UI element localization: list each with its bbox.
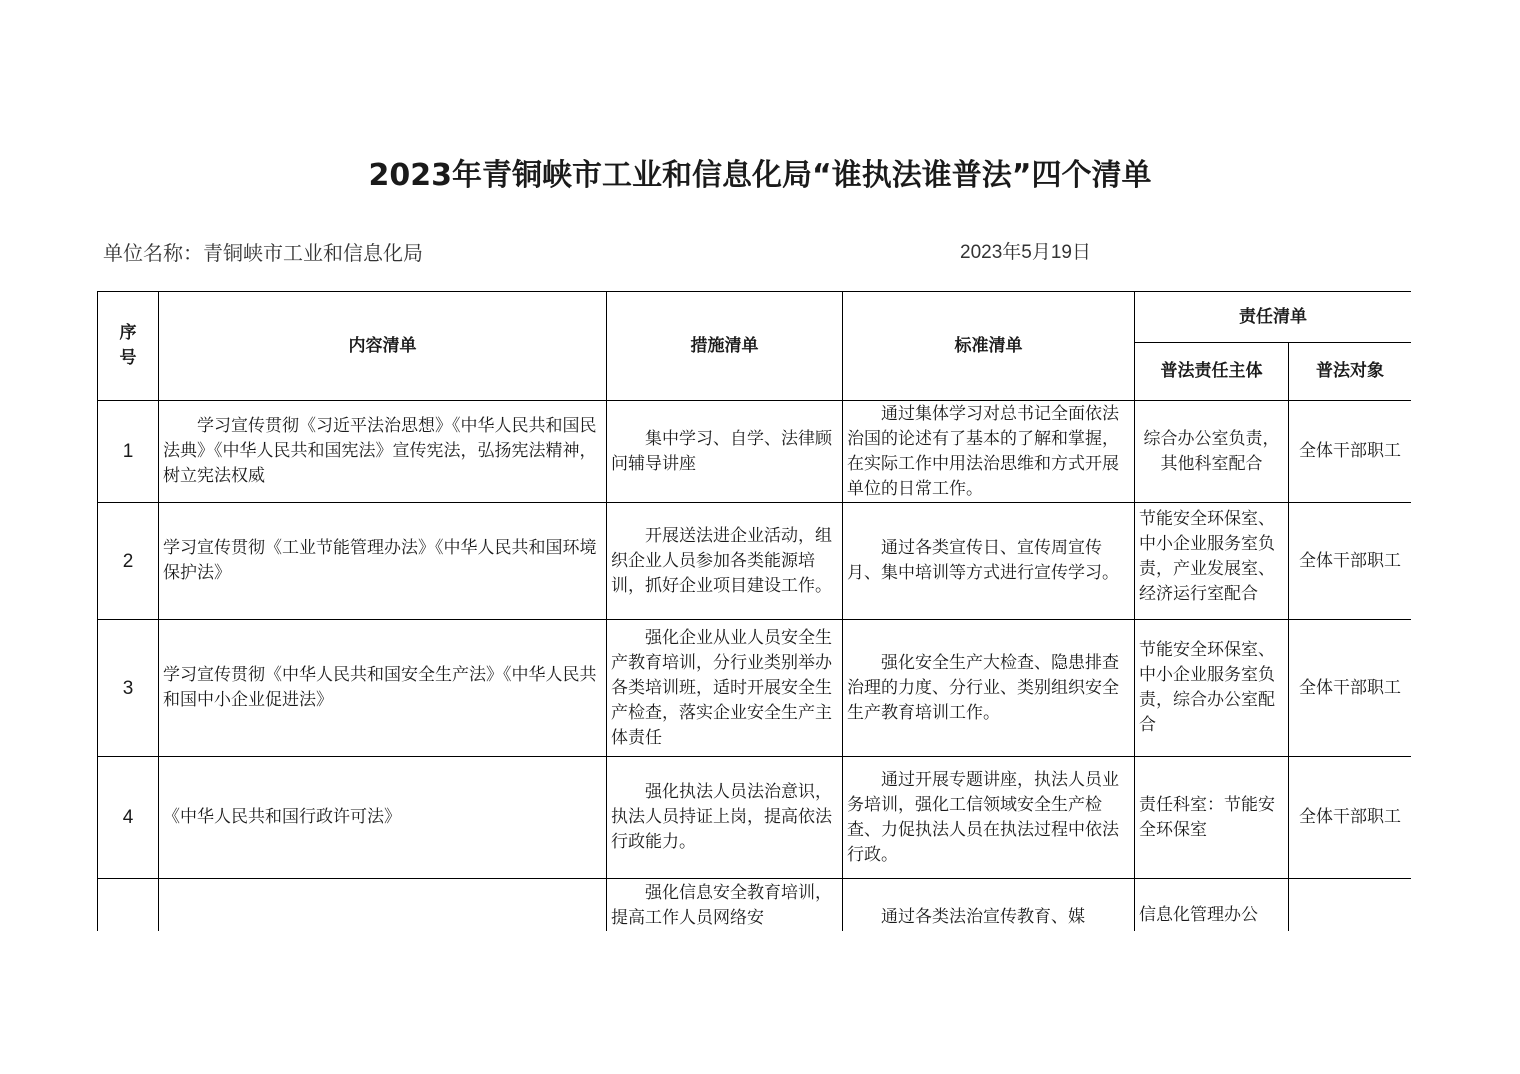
page-title: 2023年青铜峡市工业和信息化局“谁执法谁普法”四个清单: [368, 158, 1152, 193]
unit-name-label: 单位名称：青铜峡市工业和信息化局: [103, 241, 423, 265]
checklist-table-container: [97, 291, 1411, 931]
row-seq: [98, 879, 159, 932]
row-content-text: 学习宣传贯彻《工业节能管理办法》《中华人民共和国环境保护法》: [163, 538, 597, 583]
header-measures: 措施清单: [607, 292, 843, 401]
checklist-table: [97, 291, 1411, 931]
table-row: [98, 757, 1412, 879]
row-standard-text: 通过开展专题讲座，执法人员业务培训，强化工信领域安全生产检查、力促执法人员在执法过程中依法行政。: [847, 769, 1119, 865]
row-target: 全体干部职工: [1289, 757, 1412, 879]
row-content: [159, 620, 607, 757]
row-measures-text: 强化执法人员法治意识，执法人员持证上岗，提高依法行政能力。: [611, 782, 832, 852]
row-subject-text: 综合办公室负责，其他科室配合: [1143, 428, 1280, 474]
row-content: [159, 757, 607, 879]
header-responsibility: 责任清单: [1135, 292, 1412, 343]
row-standard: [843, 503, 1135, 620]
row-standard: [843, 620, 1135, 757]
row-seq: 4: [98, 757, 159, 879]
row-subject: [1135, 401, 1289, 503]
row-content: [159, 879, 607, 932]
header-target: 普法对象: [1289, 343, 1412, 401]
row-content-text: 学习宣传贯彻《习近平法治思想》《中华人民共和国民法典》《中华人民共和国宪法》宣传宪法，弘扬宪法精神，树立宪法权威: [163, 416, 597, 486]
table-row: [98, 879, 1412, 932]
row-measures: [607, 620, 843, 757]
row-subject-text: 信息化管理办公: [1139, 905, 1258, 925]
row-subject-text: 节能安全环保室、中小企业服务室负责，产业发展室、经济运行室配合: [1139, 509, 1275, 604]
row-target: 全体干部职工: [1289, 401, 1412, 503]
row-measures-text: 强化企业从业人员安全生产教育培训，分行业类别举办各类培训班，适时开展安全生产检查，落实企业安全生产主体责任: [611, 627, 832, 748]
row-content: [159, 503, 607, 620]
row-content: [159, 401, 607, 503]
row-subject: [1135, 503, 1289, 620]
row-seq: 2: [98, 503, 159, 620]
row-target: [1289, 879, 1412, 932]
header-standard: 标准清单: [843, 292, 1135, 401]
header-seq: [98, 292, 159, 401]
row-standard-text: 通过各类法治宣传教育、媒: [881, 907, 1085, 927]
row-content-text: 《中华人民共和国行政许可法》: [163, 807, 401, 827]
row-standard: [843, 757, 1135, 879]
table-row: [98, 401, 1412, 503]
row-measures: [607, 757, 843, 879]
row-measures: [607, 401, 843, 503]
row-subject-text: 责任科室：节能安全环保室: [1139, 794, 1275, 840]
row-standard-text: 通过各类宣传日、宣传周宣传月、集中培训等方式进行宣传学习。: [847, 538, 1119, 583]
row-measures-text: 集中学习、自学、法律顾问辅导讲座: [611, 428, 832, 474]
row-subject-text: 节能安全环保室、中小企业服务室负责，综合办公室配合: [1139, 640, 1275, 735]
document-date: 2023年5月19日: [960, 242, 1091, 263]
row-measures-text: 强化信息安全教育培训，提高工作人员网络安: [611, 883, 832, 928]
row-seq: 1: [98, 401, 159, 503]
row-measures: [607, 879, 843, 932]
row-target: 全体干部职工: [1289, 620, 1412, 757]
header-subject: 普法责任主体: [1135, 343, 1289, 401]
row-standard-text: 通过集体学习对总书记全面依法治国的论述有了基本的了解和掌握，在实际工作中用法治思维和方式开展单位的日常工作。: [847, 403, 1119, 499]
row-standard: [843, 401, 1135, 503]
row-subject: [1135, 879, 1289, 932]
row-target: 全体干部职工: [1289, 503, 1412, 620]
table-row: [98, 620, 1412, 757]
table-row: [98, 503, 1412, 620]
row-subject: [1135, 620, 1289, 757]
row-standard-text: 强化安全生产大检查、隐患排查治理的力度、分行业、类别组织安全生产教育培训工作。: [847, 652, 1119, 723]
row-content-text: 学习宣传贯彻《中华人民共和国安全生产法》《中华人民共和国中小企业促进法》: [163, 665, 597, 710]
row-standard: [843, 879, 1135, 932]
row-seq: 3: [98, 620, 159, 757]
header-content: 内容清单: [159, 292, 607, 401]
header-seq-label: 序号: [119, 323, 137, 368]
row-measures-text: 开展送法进企业活动，组织企业人员参加各类能源培训，抓好企业项目建设工作。: [611, 525, 832, 596]
row-subject: [1135, 757, 1289, 879]
row-measures: [607, 503, 843, 620]
